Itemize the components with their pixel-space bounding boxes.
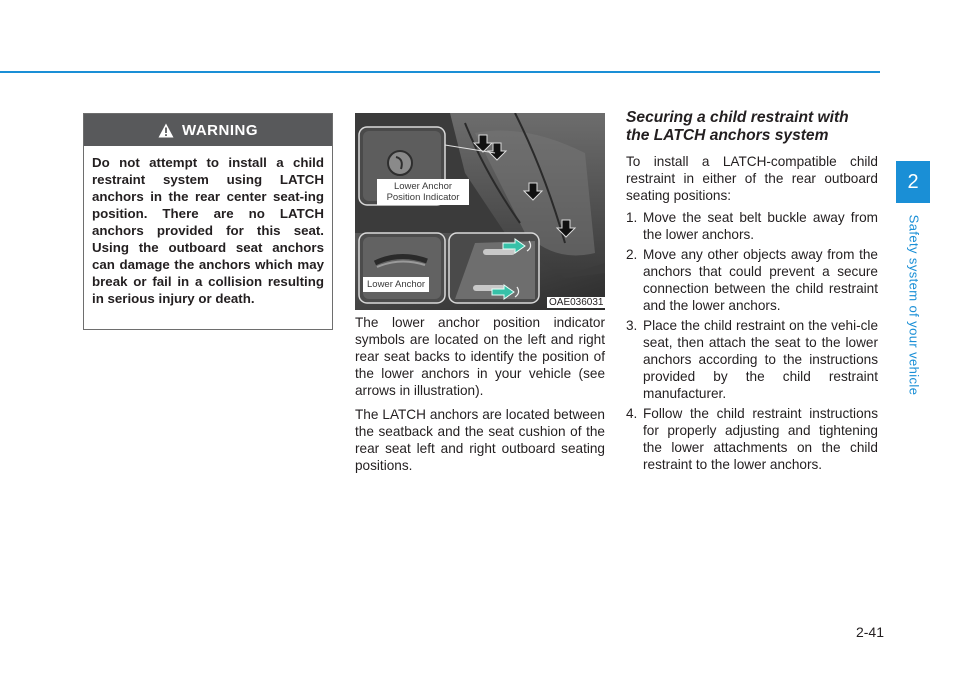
step-text: Follow the child restraint instructions for properly adjusting and tightening the lower attachments on the child restraint to the lower anchors. xyxy=(643,406,878,472)
paragraph: The lower anchor position indicator symbols are located on the left and right rear seat backs to identify the position of the lower anchors in your vehicle (see arrows in illustration). xyxy=(355,315,605,398)
paragraph: The LATCH anchors are located between the seatback and the seat cushion of the rear seat left and right outboard seating positions. xyxy=(355,407,605,473)
intro-paragraph: To install a LATCH-compatible child restraint in either of the rear outboard seating positions: xyxy=(626,154,878,203)
chapter-tab xyxy=(896,161,930,203)
chapter-title: Safety system of your vehicle xyxy=(906,214,922,396)
chapter-number: 2 xyxy=(907,170,919,193)
lower-anchor-label: Lower Anchor xyxy=(363,277,429,292)
step-text: Move the seat belt buckle away from the lower anchors. xyxy=(643,210,878,242)
step-text: Move any other objects away from the anchors that could prevent a secure connection between the child restraint and the lower anchors. xyxy=(643,247,878,313)
list-item xyxy=(626,317,878,402)
latch-anchor-illustration xyxy=(355,113,605,310)
step-number: 3. xyxy=(626,318,638,333)
list-item xyxy=(626,405,878,473)
list-item xyxy=(626,209,878,243)
lower-anchor-position-indicator-label: Lower Anchor Position Indicator xyxy=(377,179,469,205)
header-rule xyxy=(0,71,880,73)
list-item xyxy=(626,246,878,314)
page-number: 2-41 xyxy=(855,624,884,640)
step-number: 2. xyxy=(626,247,638,262)
right-text-column xyxy=(626,109,878,476)
warning-header xyxy=(84,114,332,146)
figure-code: OAE036031 xyxy=(549,297,604,308)
step-number: 1. xyxy=(626,210,638,225)
step-text: Place the child restraint on the vehi-cle seat, then attach the seat to the lower anchors according to the instructions provided by the child restraint manufacturer. xyxy=(643,318,878,401)
warning-text: Do not attempt to install a child restraint system using LATCH anchors in the rear center seat-ing position. There are no LATCH anchors provided for this seat. Using the outboard seat anchors can damage the anchors which may break or fail in a collision resulting in serious injury or death. xyxy=(92,155,324,306)
steps-list xyxy=(626,209,878,473)
step-number: 4. xyxy=(626,406,638,421)
warning-heading: WARNING xyxy=(182,121,258,139)
middle-text-column xyxy=(355,314,605,481)
warning-triangle-icon xyxy=(158,123,174,138)
warning-box xyxy=(83,113,333,330)
section-title: Securing a child restraint with the LATCH anchors system xyxy=(626,109,849,144)
